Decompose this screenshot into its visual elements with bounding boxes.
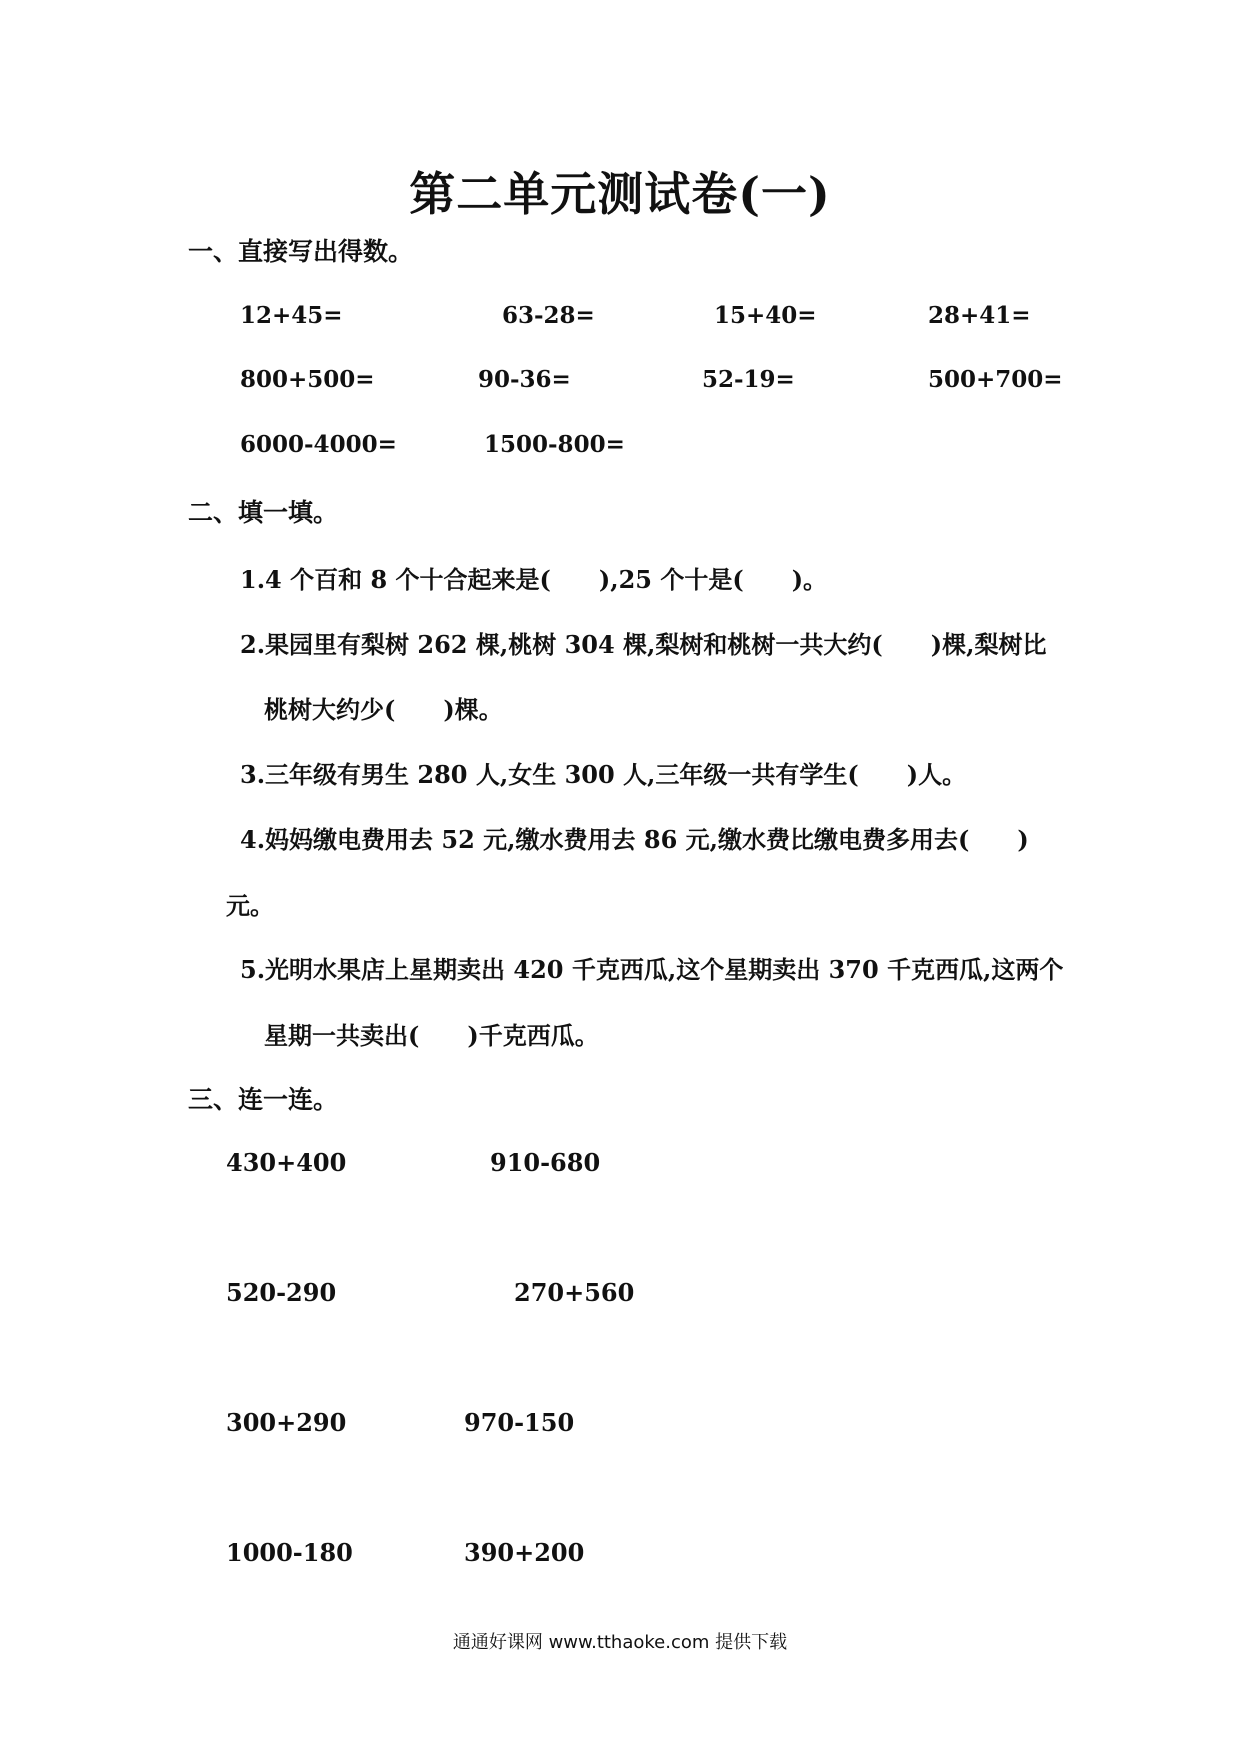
equation: 52-19= [702,366,795,393]
match-right-item: 270+560 [514,1278,635,1307]
equation: 6000-4000= [240,431,397,458]
question-5-line1: 5.光明水果店上星期卖出 420 千克西瓜,这个星期卖出 370 千克西瓜,这两个 [240,955,1064,984]
page-title: 第二单元测试卷(一) [409,167,831,221]
footer-source: 通通好课网 www.tthaoke.com 提供下载 [452,1632,788,1653]
equation: 800+500= [240,366,375,393]
equation: 12+45= [240,302,343,329]
match-left-item: 520-290 [226,1278,337,1307]
equation: 500+700= [928,366,1063,393]
question-2-line1: 2.果园里有梨树 262 棵,桃树 304 棵,梨树和桃树一共大约( )棵,梨树比 [240,630,1047,659]
equation: 90-36= [478,366,571,393]
section2-heading: 二、填一填。 [188,498,339,527]
question-5-line2: 星期一共卖出( )千克西瓜。 [264,1021,599,1050]
question-2-line2: 桃树大约少( )棵。 [264,695,503,724]
question-1: 1.4 个百和 8 个十合起来是( ),25 个十是( )。 [240,565,828,594]
section3-heading: 三、连一连。 [188,1085,339,1114]
match-right-item: 970-150 [464,1408,575,1437]
match-left-item: 430+400 [226,1148,347,1177]
equation: 15+40= [714,302,817,329]
question-4-line1: 4.妈妈缴电费用去 52 元,缴水费用去 86 元,缴水费比缴电费多用去( ) [240,825,1029,854]
match-right-item: 390+200 [464,1538,585,1567]
match-right-item: 910-680 [490,1148,601,1177]
section1-heading: 一、直接写出得数。 [188,237,414,266]
equation: 28+41= [928,302,1031,329]
question-4-line2: 元。 [226,891,274,920]
equation: 1500-800= [484,431,625,458]
match-left-item: 300+290 [226,1408,347,1437]
match-left-item: 1000-180 [226,1538,353,1567]
equation: 63-28= [502,302,595,329]
question-3: 3.三年级有男生 280 人,女生 300 人,三年级一共有学生( )人。 [240,760,967,789]
